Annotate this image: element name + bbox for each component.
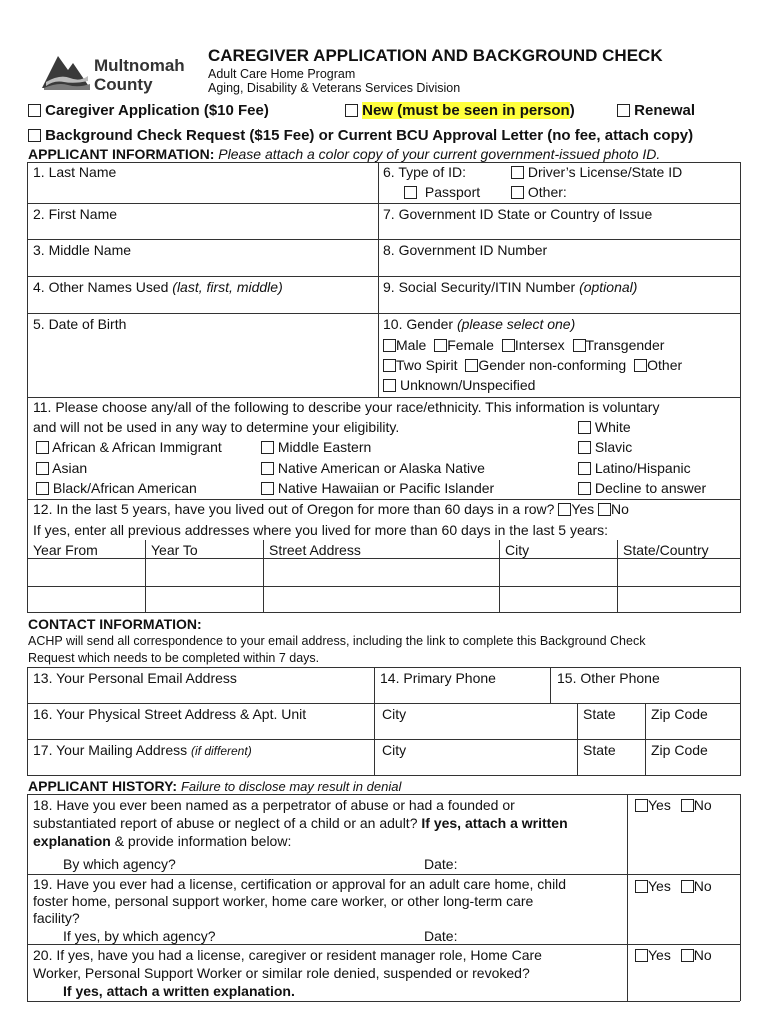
q18-line3 <box>33 833 291 849</box>
id-drivers-license-label: Driver’s License/State ID <box>527 164 683 180</box>
mailing-zip-field[interactable]: Zip Code <box>651 742 708 758</box>
new-label: New (must be seen in person <box>362 102 570 119</box>
grid-line <box>27 397 28 612</box>
grid-line <box>27 276 740 277</box>
q18-no-checkbox[interactable] <box>681 799 694 812</box>
background-check-label: Background Check Request ($15 Fee) or Current BCU Approval Letter (no fee, attach copy) <box>45 127 694 144</box>
gender-two-spirit-label: Two Spirit <box>396 357 458 373</box>
grid-line <box>740 794 741 1001</box>
race-black-option <box>36 480 197 496</box>
county-logo <box>40 48 190 96</box>
background-check-checkbox[interactable] <box>28 129 41 142</box>
mailing-address-hint: (if different) <box>191 744 252 758</box>
grid-line <box>27 667 28 775</box>
race-latino-option <box>578 460 691 476</box>
mailing-address-field[interactable] <box>33 742 252 758</box>
history-title: APPLICANT HISTORY: <box>28 778 178 794</box>
gender-transgender-label: Transgender <box>585 337 665 353</box>
caregiver-application-label: Caregiver Application ($10 Fee) <box>45 102 269 119</box>
col-year-to: Year To <box>151 542 198 558</box>
history-note: Failure to disclose may result in denial <box>180 779 402 794</box>
q19-agency-field[interactable]: If yes, by which agency? <box>63 928 216 944</box>
race-african-label: African & African Immigrant <box>52 439 222 455</box>
race-pacific-islander-checkbox[interactable] <box>261 482 274 495</box>
applicant-info-heading <box>28 146 660 162</box>
race-native-american-option <box>261 460 485 476</box>
physical-address-field[interactable]: 16. Your Physical Street Address & Apt. Unit <box>33 706 307 722</box>
grid-line <box>617 540 618 612</box>
grid-line <box>27 612 741 613</box>
race-african-checkbox[interactable] <box>36 441 49 454</box>
gender-intersex-checkbox[interactable] <box>502 339 515 352</box>
q18-no-label: No <box>693 797 712 813</box>
q19-no-label: No <box>693 878 712 894</box>
q20-yes-checkbox[interactable] <box>635 949 648 962</box>
gender-female-label: Female <box>447 337 494 353</box>
gender-intersex-label: Intersex <box>514 337 565 353</box>
gender-female-checkbox[interactable] <box>434 339 447 352</box>
gender-male-label: Male <box>396 337 427 353</box>
caregiver-application-checkbox[interactable] <box>28 104 41 117</box>
oregon-no-checkbox[interactable] <box>598 503 611 516</box>
q20-no-label: No <box>693 947 712 963</box>
race-slavic-label: Slavic <box>594 439 633 455</box>
race-white-checkbox[interactable] <box>578 421 591 434</box>
form-title: CAREGIVER APPLICATION AND BACKGROUND CHECK <box>208 46 663 65</box>
gender-unknown-checkbox[interactable] <box>383 379 396 392</box>
logo-name-line1: Multnomah <box>94 56 185 75</box>
q20-answer <box>635 947 712 963</box>
race-black-label: Black/African American <box>52 480 197 496</box>
oregon-question-text: 12. In the last 5 years, have you lived out of Oregon for more than 60 days in a row? <box>33 501 555 517</box>
q19-line3: facility? <box>33 910 80 926</box>
gender-other-label: Other <box>647 357 683 373</box>
gender-nonconforming-label: Gender non-conforming <box>478 357 627 373</box>
q19-answer <box>635 878 712 894</box>
contact-heading: CONTACT INFORMATION: <box>28 616 202 632</box>
race-latino-checkbox[interactable] <box>578 462 591 475</box>
q20-line2: Worker, Personal Support Worker or similar role denied, suspended or revoked? <box>33 965 530 981</box>
q19-date-field[interactable]: Date: <box>424 928 458 944</box>
grid-line <box>27 944 740 945</box>
id-drivers-license-option <box>511 164 682 180</box>
oregon-followup: If yes, enter all previous addresses where you lived for more than 60 days in the last 5 years: <box>33 522 609 538</box>
race-latino-label: Latino/Hispanic <box>594 460 691 476</box>
new-label-close: ) <box>569 102 575 119</box>
race-decline-option <box>578 480 706 496</box>
gender-row-2 <box>383 357 682 373</box>
division-name: Aging, Disability & Veterans Services Division <box>208 81 461 95</box>
grid-line <box>263 540 264 612</box>
grid-line <box>550 667 551 703</box>
q20-no-checkbox[interactable] <box>681 949 694 962</box>
q18-agency-field[interactable]: By which agency? <box>63 856 176 872</box>
oregon-yes-checkbox[interactable] <box>558 503 571 516</box>
id-other-option <box>511 184 567 200</box>
grid-line <box>27 558 740 559</box>
grid-line <box>740 162 741 398</box>
race-white-label: White <box>594 419 631 435</box>
grid-line <box>627 794 628 1001</box>
contact-note-line2: Request which needs to be completed within 7 days. <box>28 651 320 665</box>
background-check-option <box>28 127 693 144</box>
race-slavic-checkbox[interactable] <box>578 441 591 454</box>
q19-yes-checkbox[interactable] <box>635 880 648 893</box>
new-checkbox[interactable] <box>345 104 358 117</box>
q18-line2-text: substantiated report of abuse or neglect of a child or an adult? <box>33 815 418 831</box>
race-native-american-label: Native American or Alaska Native <box>277 460 485 476</box>
gender-title: 10. Gender <box>383 316 454 332</box>
other-names-label: 4. Other Names Used <box>33 279 169 295</box>
primary-phone-field[interactable]: 14. Primary Phone <box>380 670 496 686</box>
col-street-address: Street Address <box>269 542 361 558</box>
race-asian-checkbox[interactable] <box>36 462 49 475</box>
q18-line2 <box>33 815 568 831</box>
grid-line <box>27 586 740 587</box>
id-type-label: 6. Type of ID: <box>383 164 467 180</box>
last-name-field[interactable]: 1. Last Name <box>33 164 117 180</box>
q18-line1: 18. Have you ever been named as a perpetrator of abuse or had a founded or <box>33 797 515 813</box>
mountain-logo-icon <box>40 48 92 94</box>
grid-line <box>740 397 741 612</box>
logo-name-line2: County <box>94 75 153 94</box>
grid-line <box>577 703 578 775</box>
q20-line3: If yes, attach a written explanation. <box>63 983 295 999</box>
race-pacific-islander-option <box>261 480 494 496</box>
race-white-option <box>578 419 631 435</box>
grid-line <box>27 739 741 740</box>
q18-yes-label: Yes <box>648 797 671 813</box>
grid-line <box>499 540 500 612</box>
grid-line <box>27 162 740 163</box>
oregon-no-label: No <box>611 501 629 517</box>
id-other-label: Other: <box>527 184 567 200</box>
caregiver-application-option <box>28 102 269 119</box>
race-asian-label: Asian <box>52 460 88 476</box>
id-passport-option <box>404 184 480 200</box>
grid-line <box>27 162 28 398</box>
race-middle-eastern-label: Middle Eastern <box>277 439 372 455</box>
gender-nonconforming-checkbox[interactable] <box>465 359 478 372</box>
oregon-yes-label: Yes <box>571 501 595 517</box>
gender-row-1 <box>383 337 664 353</box>
race-pacific-islander-label: Native Hawaiian or Pacific Islander <box>277 480 495 496</box>
physical-city-field[interactable]: City <box>382 706 407 722</box>
first-name-field[interactable]: 2. First Name <box>33 206 118 222</box>
grid-line <box>27 794 740 795</box>
new-option <box>345 102 575 119</box>
grid-line <box>27 667 741 668</box>
race-question-line1: 11. Please choose any/all of the following to describe your race/ethnicity. This information is voluntary <box>33 399 660 415</box>
q18-line3-bold: explanation <box>33 833 111 849</box>
grid-line <box>145 540 146 612</box>
race-question-line2: and will not be used in any way to determine your eligibility. <box>33 419 400 435</box>
grid-line <box>740 667 741 775</box>
race-asian-option <box>36 460 87 476</box>
date-of-birth-field[interactable]: 5. Date of Birth <box>33 316 127 332</box>
id-drivers-license-checkbox[interactable] <box>511 166 524 179</box>
mailing-city-field[interactable]: City <box>382 742 407 758</box>
q19-line1: 19. Have you ever had a license, certification or approval for an adult care home, child <box>33 876 567 892</box>
id-number-field[interactable]: 8. Government ID Number <box>383 242 548 258</box>
renewal-label: Renewal <box>634 102 696 119</box>
gender-male-checkbox[interactable] <box>383 339 396 352</box>
history-heading <box>28 778 401 794</box>
gender-transgender-checkbox[interactable] <box>573 339 586 352</box>
gender-two-spirit-checkbox[interactable] <box>383 359 396 372</box>
gender-unknown-label: Unknown/Unspecified <box>400 377 536 393</box>
race-native-american-checkbox[interactable] <box>261 462 274 475</box>
id-other-checkbox[interactable] <box>511 186 524 199</box>
grid-line <box>27 313 740 314</box>
applicant-info-title: APPLICANT INFORMATION: <box>28 146 215 162</box>
q18-date-field[interactable]: Date: <box>424 856 458 872</box>
race-decline-checkbox[interactable] <box>578 482 591 495</box>
race-middle-eastern-option <box>261 439 371 455</box>
q18-yes-checkbox[interactable] <box>635 799 648 812</box>
grid-line <box>27 1001 740 1002</box>
grid-line <box>27 397 740 398</box>
q19-no-checkbox[interactable] <box>681 880 694 893</box>
q19-line2: foster home, personal support worker, home care worker, or other long-term care <box>33 893 534 909</box>
email-field[interactable]: 13. Your Personal Email Address <box>33 670 237 686</box>
race-slavic-option <box>578 439 632 455</box>
other-phone-field[interactable]: 15. Other Phone <box>557 670 660 686</box>
applicant-info-note: Please attach a color copy of your current government-issued photo ID. <box>218 146 661 162</box>
id-passport-checkbox[interactable] <box>404 186 417 199</box>
q18-answer <box>635 797 712 813</box>
grid-line <box>27 703 741 704</box>
mailing-address-label: 17. Your Mailing Address <box>33 742 188 758</box>
race-middle-eastern-checkbox[interactable] <box>261 441 274 454</box>
grid-line <box>645 703 646 775</box>
contact-note-line1: ACHP will send all correspondence to your email address, including the link to complete this Background Check <box>28 634 646 648</box>
grid-line <box>27 239 740 240</box>
id-passport-label: Passport <box>424 184 481 200</box>
grid-line <box>378 162 379 398</box>
grid-line <box>27 203 740 204</box>
ssn-label: 9. Social Security/ITIN Number <box>383 279 576 295</box>
physical-zip-field[interactable]: Zip Code <box>651 706 708 722</box>
grid-line <box>374 667 375 775</box>
grid-line <box>27 794 28 1001</box>
gender-other-checkbox[interactable] <box>634 359 647 372</box>
col-city: City <box>505 542 530 558</box>
race-decline-label: Decline to answer <box>594 480 707 496</box>
q18-line3-text: & provide information below: <box>114 833 292 849</box>
mailing-state-field[interactable]: State <box>583 742 616 758</box>
q20-yes-label: Yes <box>648 947 671 963</box>
physical-state-field[interactable]: State <box>583 706 616 722</box>
ssn-hint: (optional) <box>579 279 638 295</box>
grid-line <box>27 499 740 500</box>
renewal-option <box>617 102 695 119</box>
col-state-country: State/Country <box>623 542 709 558</box>
q18-line2-bold: If yes, attach a written <box>421 815 568 831</box>
race-black-checkbox[interactable] <box>36 482 49 495</box>
middle-name-field[interactable]: 3. Middle Name <box>33 242 132 258</box>
program-name: Adult Care Home Program <box>208 67 356 81</box>
col-year-from: Year From <box>33 542 98 558</box>
oregon-question <box>33 501 629 517</box>
ssn-field[interactable] <box>383 279 637 295</box>
id-state-field[interactable]: 7. Government ID State or Country of Issue <box>383 206 653 222</box>
q20-line1: 20. If yes, have you had a license, caregiver or resident manager role, Home Care <box>33 947 542 963</box>
q19-yes-label: Yes <box>648 878 671 894</box>
grid-line <box>27 775 741 776</box>
other-names-hint: (last, first, middle) <box>172 279 283 295</box>
gender-hint: (please select one) <box>456 316 576 332</box>
renewal-checkbox[interactable] <box>617 104 630 117</box>
gender-row-3 <box>383 377 535 393</box>
other-names-field[interactable] <box>33 279 283 295</box>
grid-line <box>27 874 740 875</box>
gender-label <box>383 316 575 332</box>
race-african-option <box>36 439 222 455</box>
